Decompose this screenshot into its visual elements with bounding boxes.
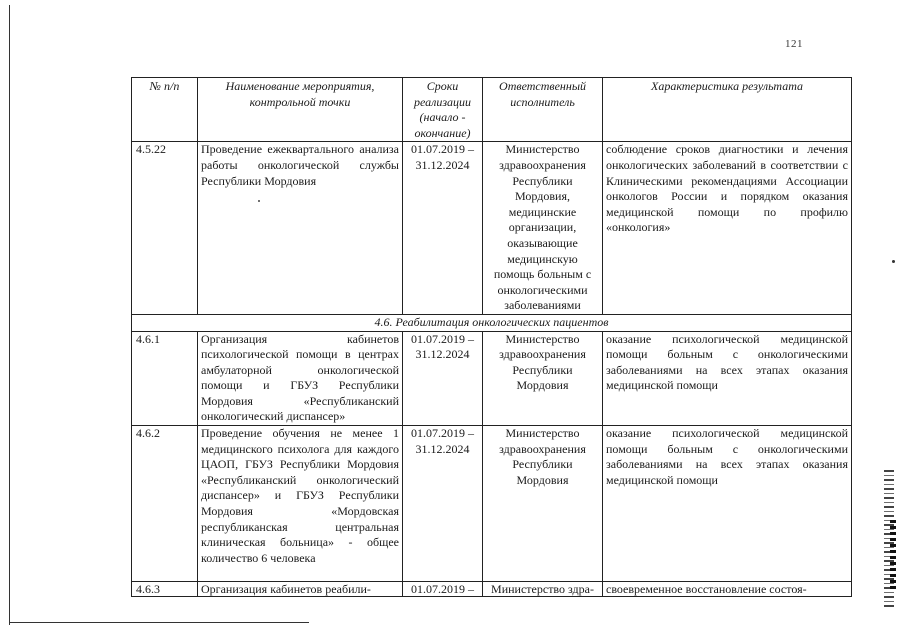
activities-table <box>131 77 852 597</box>
row-executor <box>483 582 603 597</box>
header-executor: Ответственный исполнитель <box>483 78 603 142</box>
table-row <box>132 426 852 582</box>
row-activity-name-text: Организация кабинетов реабили- <box>201 582 371 597</box>
row-activity-name <box>198 582 403 597</box>
scan-border-left <box>9 5 10 625</box>
row-dates-text: 01.07.2019 – <box>411 582 474 597</box>
section-header-row <box>132 314 852 331</box>
row-activity-name: Проведение обучения не менее 1 медицинского психолога для каждого ЦАОП, ГБУЗ Республики Мордовия «Республиканский онкологический диспансер» и ГБУЗ Республики Мордовия «Мордовская республиканская центральная клиническая больница» - общее количество 6 человека <box>198 426 403 582</box>
row-result: соблюдение сроков диагностики и лечения онкологических заболеваний в соответствии с Клиническими рекомендациями Ассоциации онкологов России и порядком оказания медицинской помощи по профилю «онкология» <box>603 142 852 315</box>
row-result: оказание психологической медицинской помощи больным с онкологическими заболеваниями на всех этапах оказания медицинской помощи <box>603 331 852 426</box>
row-number: 4.6.1 <box>132 331 198 426</box>
row-number: 4.6.2 <box>132 426 198 582</box>
scan-edge-artifact <box>890 520 896 590</box>
row-dates: 01.07.2019 – 31.12.2024 <box>403 331 483 426</box>
table-row <box>132 142 852 315</box>
row-result-text: своевременное восстановление состоя- <box>606 582 807 597</box>
row-dates: 01.07.2019 – 31.12.2024 <box>403 142 483 315</box>
table-header-row <box>132 78 852 142</box>
header-activity-name: Наименование мероприятия, контрольной точки <box>198 78 403 142</box>
row-number: 4.5.22 <box>132 142 198 315</box>
row-executor: Министерство здравоохранения Республики Мордовия <box>483 426 603 582</box>
header-dates: Сроки реализации (начало - окончание) <box>403 78 483 142</box>
row-executor: Министерство здравоохранения Республики Мордовия <box>483 331 603 426</box>
table-row <box>132 582 852 597</box>
scan-speck <box>258 200 260 202</box>
page-number: 121 <box>785 38 803 50</box>
row-executor-text: Министерство здра- <box>491 582 594 597</box>
row-activity-name: Организация кабинетов психологической помощи в центрах амбулаторной онкологической помощи и ГБУЗ Республики Мордовия «Республиканский онкологический диспансер» <box>198 331 403 426</box>
section-title: 4.6. Реабилитация онкологических пациентов <box>132 314 852 331</box>
row-activity-name: Проведение ежеквартального анализа работы онкологической службы Республики Мордовия <box>198 142 403 315</box>
table-row <box>132 331 852 426</box>
row-result <box>603 582 852 597</box>
header-number: № п/п <box>132 78 198 142</box>
row-number-text: 4.6.3 <box>136 582 160 597</box>
row-dates <box>403 582 483 597</box>
row-number <box>132 582 198 597</box>
scan-border-bottom <box>9 622 309 623</box>
row-dates: 01.07.2019 – 31.12.2024 <box>403 426 483 582</box>
row-executor: Министерство здравоохранения Республики Мордовия, медицинские организации, оказывающие медицинскую помощь больным с онкологическими заболеваниями <box>483 142 603 315</box>
header-result: Характеристика результата <box>603 78 852 142</box>
row-result: оказание психологической медицинской помощи больным с онкологическими заболеваниями на всех этапах оказания медицинской помощи <box>603 426 852 582</box>
scan-speck <box>892 260 895 263</box>
